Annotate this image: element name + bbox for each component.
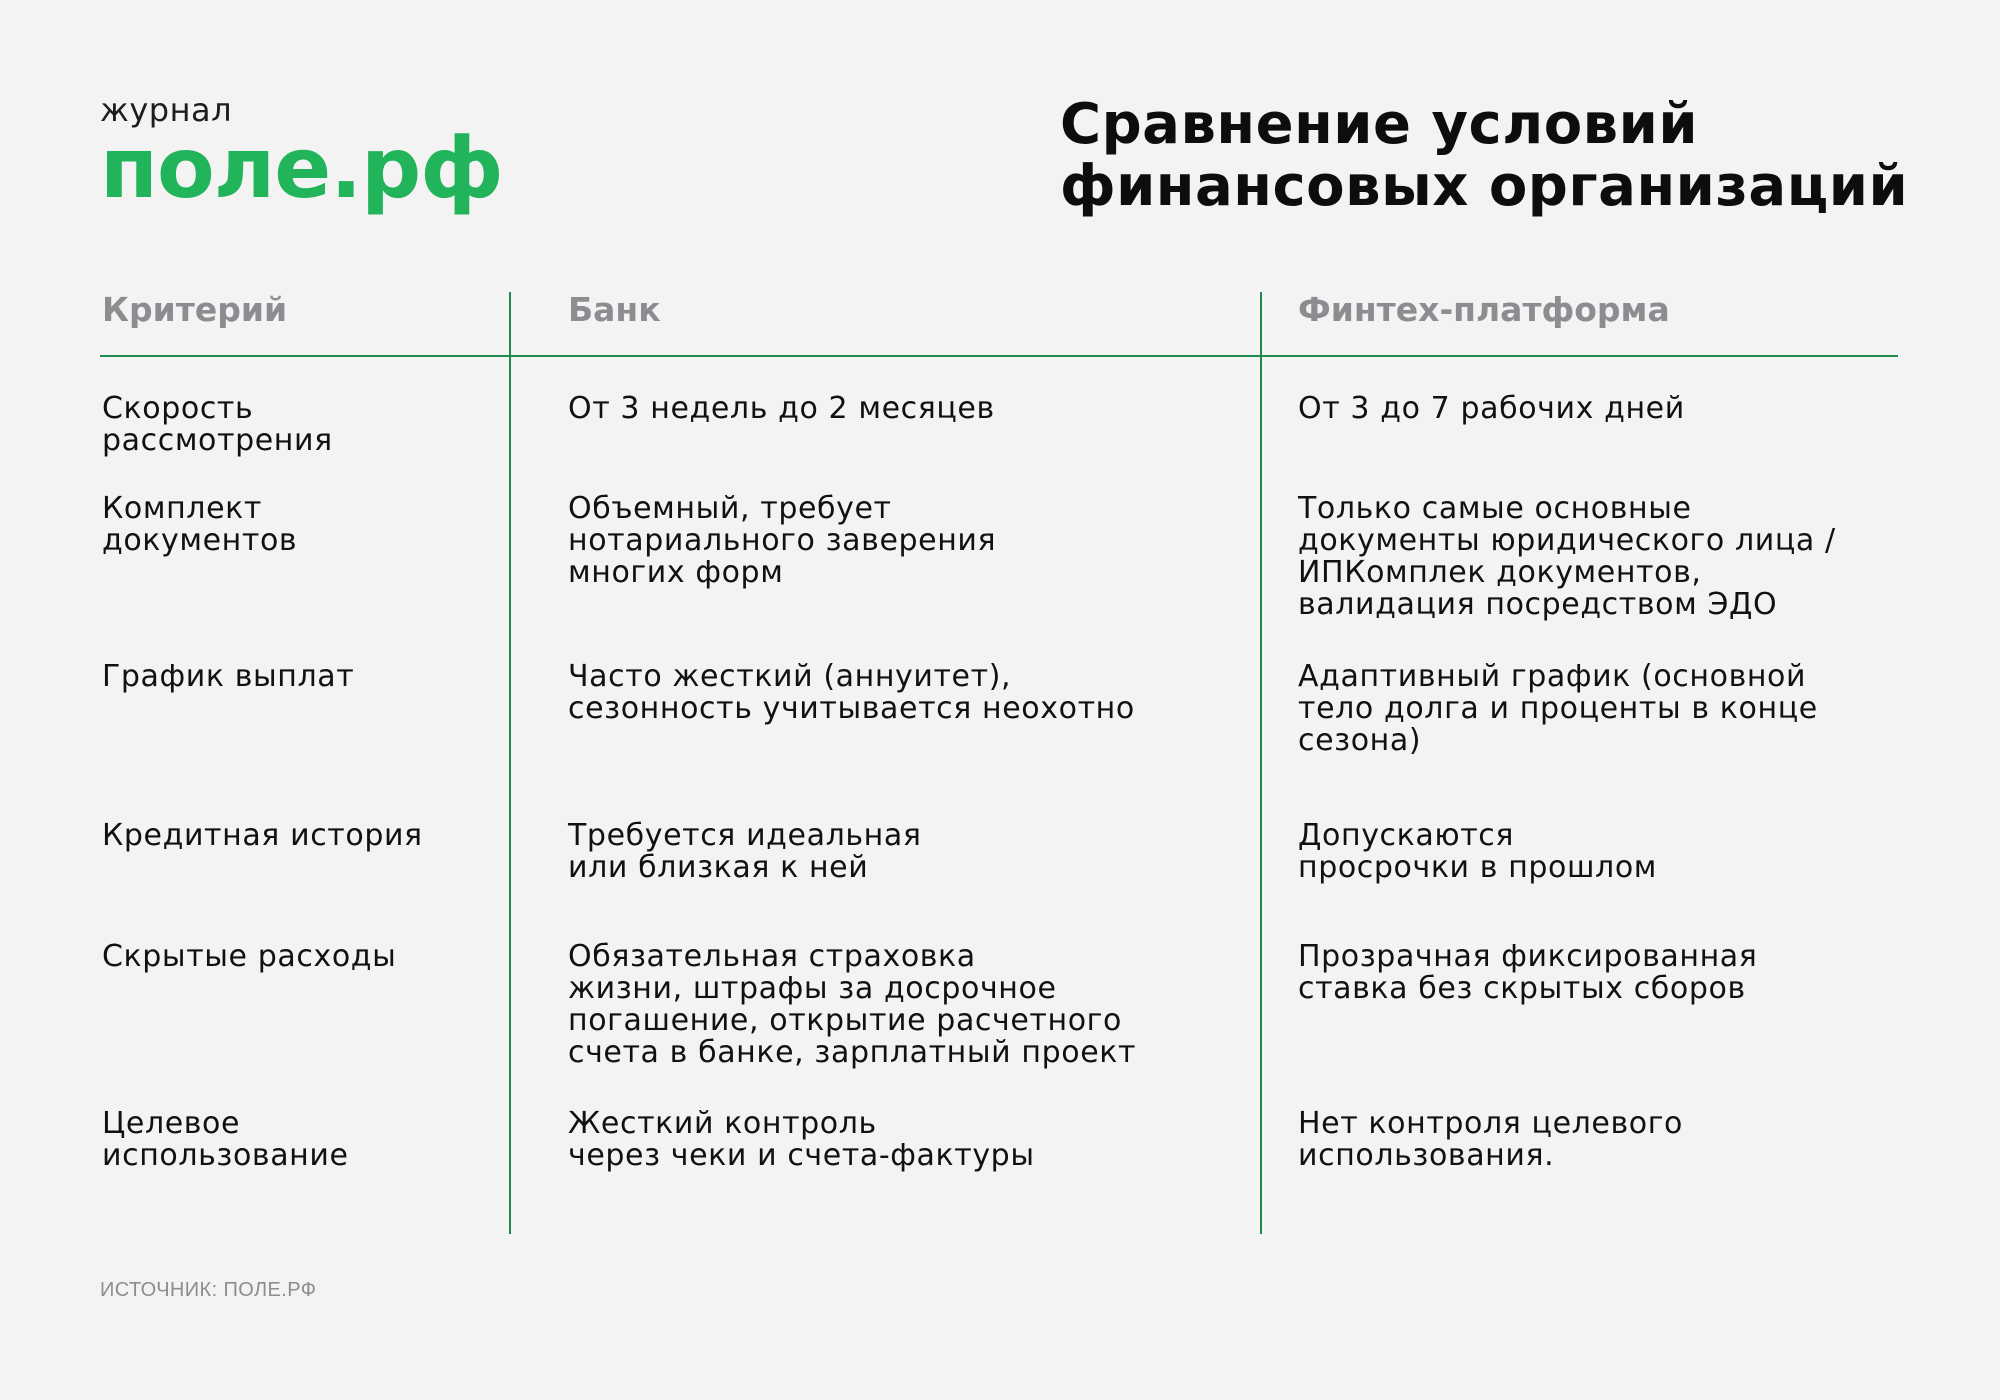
cell-line: валидация посредством ЭДО [1298,587,1778,622]
criterion-cell [102,941,396,973]
cell-line: Требуется идеальная [568,818,922,853]
bank-cell [568,820,921,884]
column-header-bank: Банк [568,290,661,329]
cell-line: тело долга и проценты в конце [1298,691,1818,726]
cell-line: Кредитная история [102,818,423,853]
cell-line: График выплат [102,659,355,694]
source-note: ИСТОЧНИК: ПОЛЕ.РФ [100,1279,317,1301]
cell-line: погашение, открытие расчетного [568,1003,1122,1038]
cell-line: счета в банке, зарплатный проект [568,1035,1137,1070]
fintech-cell [1298,1108,1683,1172]
header-divider [100,355,1898,357]
logo-caption: журнал [100,91,233,129]
cell-line: Адаптивный график (основной [1298,659,1807,694]
bank-cell [568,493,996,589]
cell-line: Объемный, требует [568,491,892,526]
bank-cell [568,661,1135,725]
cell-line: От 3 недель до 2 месяцев [568,391,995,426]
cell-line: ставка без скрытых сборов [1298,971,1746,1006]
cell-line: документы юридического лица / [1298,523,1836,558]
criterion-cell [102,1108,349,1172]
fintech-cell [1298,393,1685,425]
cell-line: сезонность учитывается неохотно [568,691,1135,726]
fintech-cell [1298,661,1818,757]
page-title-line: Сравнение условий [1060,92,1699,157]
cell-line: Прозрачная фиксированная [1298,939,1758,974]
fintech-cell [1298,820,1657,884]
criterion-cell [102,493,297,557]
cell-line: сезона) [1298,723,1422,758]
cell-line: Только самые основные [1298,491,1692,526]
bank-cell [568,393,995,425]
cell-line: Обязательная страховка [568,939,976,974]
fintech-cell [1298,493,1836,621]
page-title [1060,94,1980,218]
column-header-criterion: Критерий [102,290,288,329]
criterion-cell [102,661,354,693]
criterion-cell [102,393,333,457]
cell-line: Нет контроля целевого [1298,1106,1684,1141]
column-divider [509,292,511,1234]
bank-cell [568,1108,1035,1172]
cell-line: нотариального заверения [568,523,997,558]
cell-line: Скорость [102,391,254,426]
criterion-cell [102,820,423,852]
cell-line: многих форм [568,555,784,590]
logo-wordmark: поле.рф [100,119,503,217]
fintech-cell [1298,941,1757,1005]
cell-line: или близкая к ней [568,850,869,885]
cell-line: Часто жесткий (аннуитет), [568,659,1012,694]
cell-line: Комплект [102,491,262,526]
cell-line: От 3 до 7 рабочих дней [1298,391,1685,426]
page-title-line: финансовых организаций [1060,154,1909,219]
cell-line: Допускаются [1298,818,1515,853]
cell-line: жизни, штрафы за досрочное [568,971,1057,1006]
column-divider [1260,292,1262,1234]
cell-line: документов [102,523,298,558]
cell-line: использования. [1298,1138,1555,1173]
cell-line: просрочки в прошлом [1298,850,1658,885]
cell-line: Скрытые расходы [102,939,397,974]
cell-line: ИПКомплек документов, [1298,555,1702,590]
bank-cell [568,941,1136,1069]
cell-line: через чеки и счета-фактуры [568,1138,1035,1173]
cell-line: рассмотрения [102,423,333,458]
cell-line: Целевое [102,1106,241,1141]
cell-line: использование [102,1138,349,1173]
column-header-fintech: Финтех-платформа [1298,290,1670,329]
logo [100,91,503,217]
cell-line: Жесткий контроль [568,1106,877,1141]
